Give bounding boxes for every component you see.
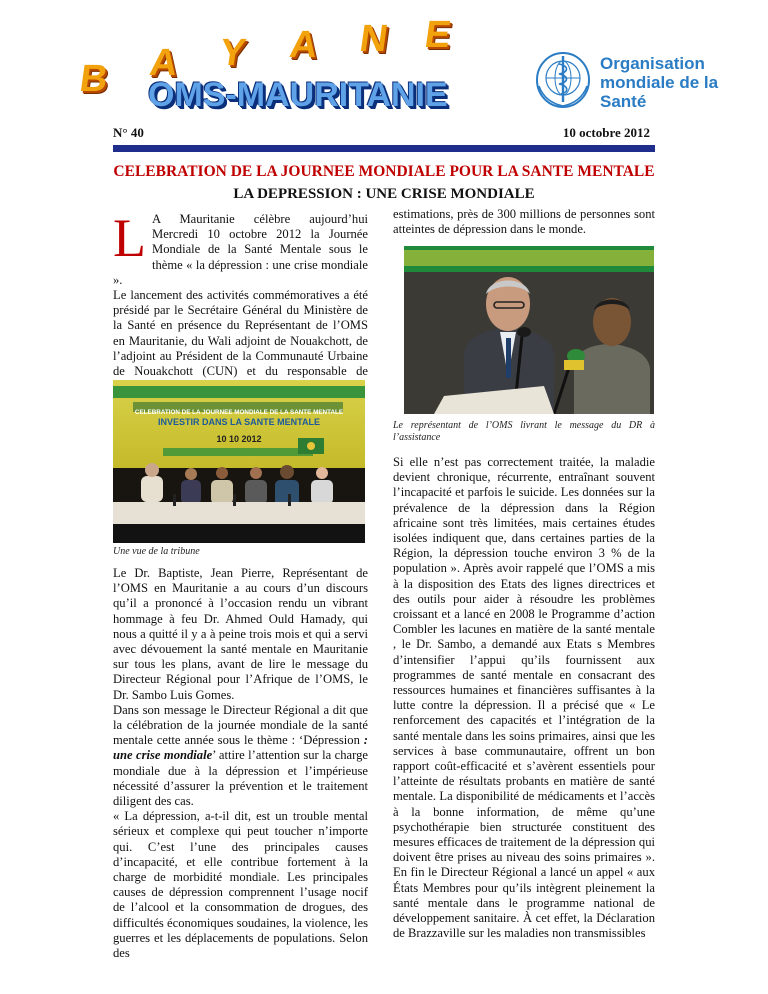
banner-line2: INVESTIR DANS LA SANTE MENTALE (157, 417, 321, 427)
paragraph: Le Dr. Baptiste, Jean Pierre, Représentant de l’OMS en Mauritanie a au cours d’un discours qu’il a prononcé à l’occasion rendu un vibrant hommage à feu Dr. Ahmed Ould Hamady, qui nous a quitté il y a à peine trois mois et qui a servi avec dévouement la santé mentale en Mauritanie sur tous les plans, avant de lire le message du Directeur Régional pour l’Afrique de l’OMS, le Dr. Sambo Luis Gomes. (113, 566, 368, 702)
issue-number: N° 40 (113, 125, 144, 140)
left-column-intro (113, 208, 368, 394)
intro-text: A Mauritanie célèbre aujourd’hui Mercredi 10 octobre 2012 la Journée Mondiale de la Santé Mentale sous le thème « la dépression : une crise mondiale ». (113, 212, 368, 287)
who-org-name (600, 54, 768, 111)
photo-tribune (113, 380, 365, 543)
banner-date: 10 10 2012 (216, 434, 262, 444)
paragraph-text: Dans son message le Directeur Régional a dit que la célébration de la journée mondiale de la santé mentale cette année sous le thème : ‘Dépression (113, 702, 368, 748)
speaker-photo-image (404, 246, 654, 414)
who-org-line2: mondiale de la Santé (600, 73, 719, 111)
bayan-letter: E (422, 14, 454, 56)
intro-paragraph (113, 208, 368, 288)
header-rule (113, 145, 655, 152)
paragraph: estimations, près de 300 millions de personnes sont atteintes de dépression dans le monde. (393, 207, 655, 237)
paragraph: Le lancement des activités commémoratives a été présidé par le Secrétaire Général du Ministère de la Santé en présence du Représentant de l’OMS en Mauritanie, du Wali adjoint de Nouakchott, de l’adjoint au Président de la Communauté Urbaine de Nouakchott (CUN) et du responsable de (113, 288, 368, 379)
tribune-photo-image (113, 380, 365, 543)
who-org-line1: Organisation (600, 54, 705, 73)
masthead (0, 0, 768, 120)
newsletter-title: OMS-MAURITANIE (148, 76, 448, 114)
bayan-letter: A (147, 42, 181, 84)
paragraph (113, 703, 368, 809)
subheadline: LA DEPRESSION : UNE CRISE MONDIALE (233, 186, 535, 202)
bayan-letter: Y (217, 32, 249, 74)
who-emblem-icon (533, 50, 593, 110)
bayan-letter: B (77, 58, 111, 100)
paragraph-text: ’ attire l’attention sur la charge mondiale due à la dépression et l’impérieuse nécessité d’assurer la prévention et le traitement diligent des cas. (113, 748, 368, 809)
bayan-letter: N (357, 18, 391, 60)
photo-caption: Une vue de la tribune (113, 546, 200, 557)
right-column-intro (393, 207, 655, 237)
left-column-body (113, 566, 368, 961)
paragraph: « La dépression, a-t-il dit, est un trouble mental sérieux et complexe qui peut toucher n’importe qui. C’est l’une des principales causes d’incapacité, et elle contribue fortement à la charge de morbidité mondiale. Les principales causes de dépression comprennent l’usage nocif de l’alcool et la consommation de drogues, des difficultés économiques soudaines, la violence, les guerres et les déplacements de populations. Selon des (113, 809, 368, 961)
issue-date: 10 octobre 2012 (562, 125, 650, 140)
photo-speaker (404, 246, 654, 414)
emphasis-theme: : une crise mondiale (113, 733, 368, 763)
right-column-body (393, 455, 655, 942)
headline: CELEBRATION DE LA JOURNEE MONDIALE POUR LA SANTE MENTALE (113, 163, 655, 180)
dropcap: L (113, 208, 146, 268)
banner-line1: CELEBRATION DE LA JOURNEE MONDIALE DE LA SANTE MENTALE (134, 409, 344, 416)
bayan-letter: A (287, 24, 321, 66)
paragraph: Si elle n’est pas correctement traitée, la maladie devient chronique, récurrente, entraînant souvent l’incapacité et parfois le suicide. Les données sur la prévalence de la dépression dans la Région africaine sont très limitées, mais certaines études isolées indiquent que, dans certaines parties de la Région, la dépression touche environ 3 % de la population ». Après avoir rappelé que l’OMS a mis à la disposition des Etats des lignes directrices et des outils pour aider à résoudre les problèmes croissant et a lancé en 2008 le Programme d’action Combler les lacunes en matière de la santé mentale , le Dr. Sambo, a demandé aux Etats s Membres d’intensifier l’appui qu’ils fournissent aux programmes de santé mentale en consacrant des ressources humaines et financières suffisantes à la lutte contre la dépression. Il a précisé que « Le renforcement des capacités et l’intégration de la santé mentale dans les soins primaires, ainsi que les services à base communautaire, offrent un bon rapport coût-efficacité et s’avèrent essentiels pour l’atteinte de résultats probants en matière de santé mentale. La disponibilité de médicaments et l’accès à la bonne information, de même qu’une psychothérapie bien structurée constituent des mesures efficaces de traitement de la dépression qui doivent être prises au niveau des soins primaires ». En fin le Directeur Régional a lancé un appel « aux États Membres pour qu’ils intègrent pleinement la santé mentale dans le programme national de développement sanitaire. À cet effet, la Déclaration de Brazzaville sur les maladies non transmissibles (393, 455, 655, 941)
photo-caption: Le représentant de l’OMS livrant le message du DR à l’assistance (393, 420, 655, 443)
